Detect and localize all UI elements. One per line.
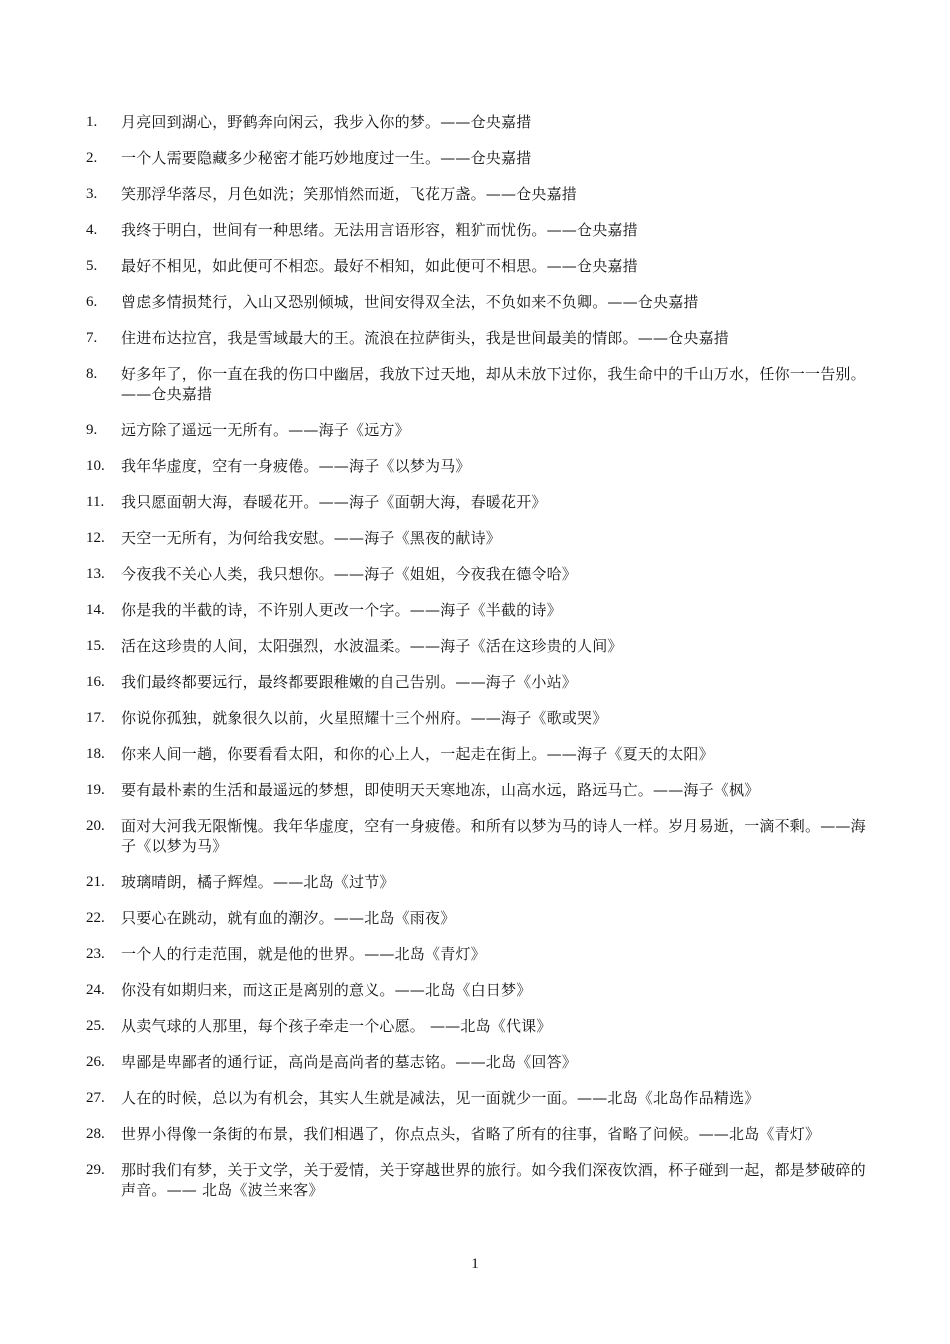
quote-text: 好多年了，你一直在我的伤口中幽居，我放下过天地，却从未放下过你，我生命中的千山万水，任你一一告别。——仓央嘉措: [121, 365, 866, 403]
quote-item: [86, 528, 866, 548]
quote-item: [86, 980, 866, 1000]
quote-item: [86, 364, 866, 404]
quote-number: 28.: [86, 1126, 105, 1142]
quote-number: 16.: [86, 674, 105, 690]
quote-item: [86, 184, 866, 204]
quote-item: [86, 744, 866, 764]
quote-item: [86, 1088, 866, 1108]
quote-item: [86, 780, 866, 800]
quote-text: 一个人需要隐藏多少秘密才能巧妙地度过一生。——仓央嘉措: [121, 149, 532, 167]
quote-text: 活在这珍贵的人间，太阳强烈，水波温柔。——海子《活在这珍贵的人间》: [121, 637, 623, 655]
quote-number: 20.: [86, 818, 105, 834]
quote-item: [86, 256, 866, 276]
quote-text: 天空一无所有，为何给我安慰。——海子《黑夜的献诗》: [121, 529, 502, 547]
quote-text: 一个人的行走范围，就是他的世界。——北岛《青灯》: [121, 945, 486, 963]
quote-item: [86, 1052, 866, 1072]
quote-item: [86, 112, 866, 132]
quote-text: 我终于明白，世间有一种思绪。无法用言语形容，粗犷而忧伤。——仓央嘉措: [121, 221, 638, 239]
quote-text: 月亮回到湖心，野鹤奔向闲云，我步入你的梦。——仓央嘉措: [121, 113, 532, 131]
quote-number: 2.: [86, 150, 98, 166]
quote-text: 你来人间一趟，你要看看太阳，和你的心上人，一起走在街上。——海子《夏天的太阳》: [121, 745, 714, 763]
quote-number: 8.: [86, 366, 98, 382]
quote-item: [86, 908, 866, 928]
quote-text: 只要心在跳动，就有血的潮汐。——北岛《雨夜》: [121, 909, 456, 927]
quote-text: 你说你孤独，就象很久以前，火星照耀十三个州府。——海子《歌或哭》: [121, 709, 608, 727]
quote-number: 6.: [86, 294, 98, 310]
quote-number: 24.: [86, 982, 105, 998]
quote-text: 我们最终都要远行，最终都要跟稚嫩的自己告别。——海子《小站》: [121, 673, 578, 691]
quote-item: [86, 600, 866, 620]
quote-item: [86, 1124, 866, 1144]
quote-item: [86, 708, 866, 728]
quote-item: [86, 636, 866, 656]
quote-number: 5.: [86, 258, 98, 274]
quote-text: 世界小得像一条街的布景，我们相遇了，你点点头，省略了所有的往事，省略了问候。——北岛《青灯》: [121, 1125, 821, 1143]
quote-number: 27.: [86, 1090, 105, 1106]
quote-number: 13.: [86, 566, 105, 582]
quote-number: 22.: [86, 910, 105, 926]
quote-number: 10.: [86, 458, 105, 474]
quote-number: 29.: [86, 1162, 105, 1178]
quote-list: [86, 112, 866, 1216]
quote-text: 我年华虚度，空有一身疲倦。——海子《以梦为马》: [121, 457, 471, 475]
quote-number: 15.: [86, 638, 105, 654]
quote-text: 你没有如期归来，而这正是离别的意义。——北岛《白日梦》: [121, 981, 532, 999]
quote-text: 那时我们有梦，关于文学，关于爱情，关于穿越世界的旅行。如今我们深夜饮酒，杯子碰到一起，都是梦破碎的声音。—— 北岛《波兰来客》: [121, 1161, 866, 1199]
quote-item: [86, 148, 866, 168]
quote-text: 最好不相见，如此便可不相恋。最好不相知，如此便可不相思。——仓央嘉措: [121, 257, 638, 275]
quote-item: [86, 672, 866, 692]
quote-item: [86, 492, 866, 512]
quote-number: 1.: [86, 114, 98, 130]
page-number: 1: [471, 1256, 479, 1272]
quote-number: 26.: [86, 1054, 105, 1070]
quote-text: 远方除了遥远一无所有。——海子《远方》: [121, 421, 410, 439]
quote-number: 17.: [86, 710, 105, 726]
quote-item: [86, 292, 866, 312]
quote-text: 笑那浮华落尽，月色如洗；笑那悄然而逝，飞花万盏。——仓央嘉措: [121, 185, 578, 203]
quote-number: 18.: [86, 746, 105, 762]
quote-text: 今夜我不关心人类，我只想你。——海子《姐姐，今夜我在德令哈》: [121, 565, 578, 583]
quote-text: 要有最朴素的生活和最遥远的梦想，即使明天天寒地冻，山高水远，路远马亡。——海子《枫》: [121, 781, 760, 799]
quote-text: 面对大河我无限惭愧。我年华虚度，空有一身疲倦。和所有以梦为马的诗人一样。岁月易逝，一滴不剩。——海子《以梦为马》: [121, 817, 866, 855]
quote-item: [86, 420, 866, 440]
quote-number: 23.: [86, 946, 105, 962]
quote-number: 4.: [86, 222, 98, 238]
quote-number: 7.: [86, 330, 98, 346]
quote-number: 19.: [86, 782, 105, 798]
quote-text: 曾虑多情损梵行，入山又恐别倾城，世间安得双全法，不负如来不负卿。——仓央嘉措: [121, 293, 699, 311]
quote-text: 玻璃晴朗，橘子辉煌。——北岛《过节》: [121, 873, 395, 891]
quote-number: 21.: [86, 874, 105, 890]
quote-text: 卑鄙是卑鄙者的通行证，高尚是高尚者的墓志铭。——北岛《回答》: [121, 1053, 578, 1071]
quote-item: [86, 328, 866, 348]
quote-number: 25.: [86, 1018, 105, 1034]
quote-item: [86, 872, 866, 892]
quote-number: 14.: [86, 602, 105, 618]
quote-text: 人在的时候，总以为有机会，其实人生就是减法，见一面就少一面。——北岛《北岛作品精选》: [121, 1089, 760, 1107]
quote-number: 12.: [86, 530, 105, 546]
quote-number: 3.: [86, 186, 98, 202]
quote-item: [86, 1016, 866, 1036]
quote-number: 9.: [86, 422, 98, 438]
quote-item: [86, 564, 866, 584]
quote-item: [86, 816, 866, 856]
quote-item: [86, 456, 866, 476]
quote-text: 你是我的半截的诗，不许别人更改一个字。——海子《半截的诗》: [121, 601, 562, 619]
quote-text: 从卖气球的人那里，每个孩子牵走一个心愿。 ——北岛《代课》: [121, 1017, 552, 1035]
quote-item: [86, 220, 866, 240]
quote-item: [86, 944, 866, 964]
quote-number: 11.: [86, 494, 105, 510]
quote-item: [86, 1160, 866, 1200]
quote-text: 住进布达拉宫，我是雪域最大的王。流浪在拉萨街头，我是世间最美的情郎。——仓央嘉措: [121, 329, 730, 347]
quote-text: 我只愿面朝大海，春暖花开。——海子《面朝大海，春暖花开》: [121, 493, 547, 511]
